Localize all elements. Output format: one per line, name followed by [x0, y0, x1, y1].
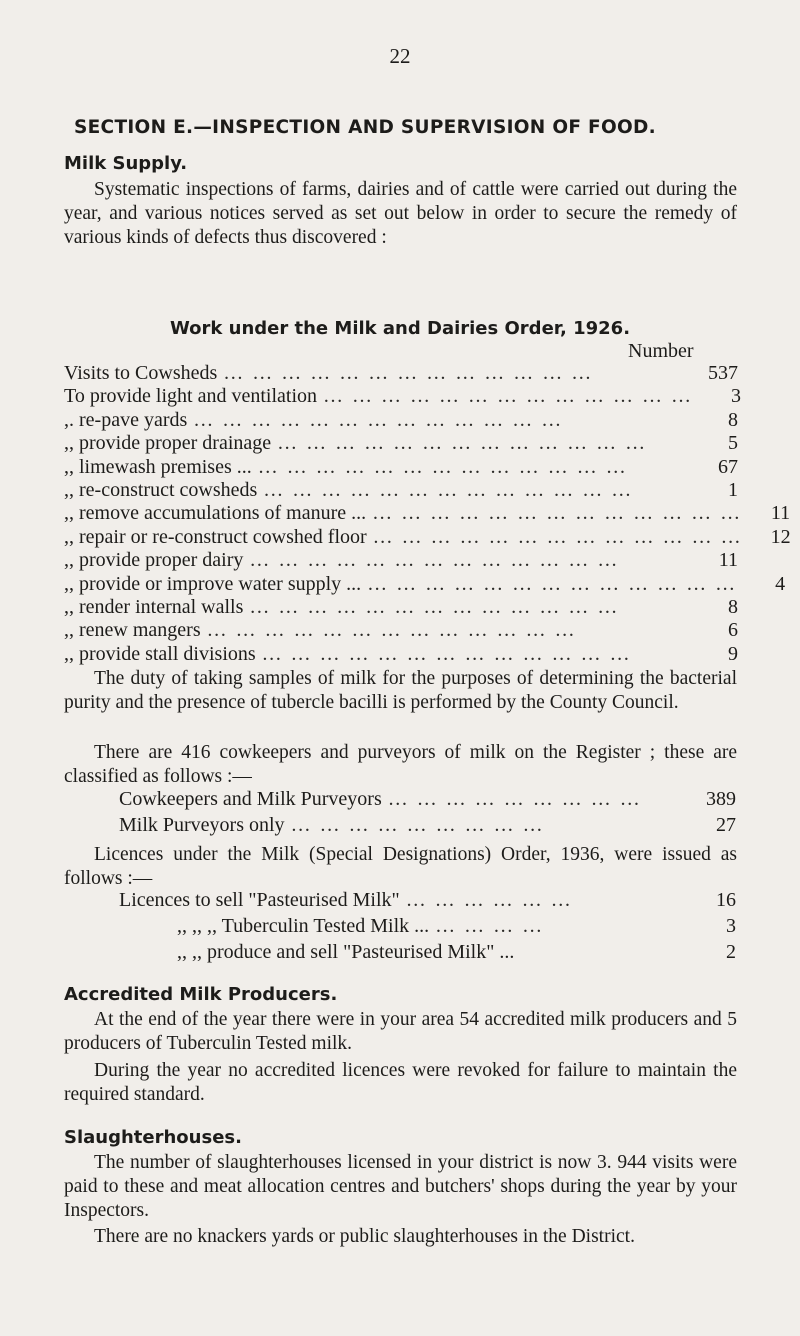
row-value: 2: [726, 941, 736, 963]
licences-table: [119, 887, 736, 965]
duty-paragraph: The duty of taking samples of milk for the purposes of determining the bacterial purity and the presence of tubercle bacilli is performed by the County Council.: [64, 668, 737, 713]
table-row: [119, 812, 736, 838]
table-row: [64, 502, 791, 525]
row-value: 9: [728, 642, 738, 665]
row-label: ,, provide proper dairy: [64, 549, 244, 572]
register-paragraph: There are 416 cowkeepers and purveyors of milk on the Register ; these are classified as follows :—: [64, 742, 737, 787]
row-value: 537: [708, 362, 738, 384]
leader-dots: … … … … … …: [405, 889, 573, 911]
row-label: ,, render internal walls: [64, 595, 244, 618]
table-row: [64, 385, 741, 408]
row-value: 3: [731, 385, 741, 408]
licences-paragraph: Licences under the Milk (Special Designations) Order, 1936, were issued as follows :—: [64, 844, 737, 889]
leader-dots: … … … … … … … … … … … … …: [249, 549, 620, 572]
leader-dots: … … … … … … … … … … … … …: [249, 595, 620, 618]
leader-dots: … … … … … … … … … … … … …: [206, 619, 577, 642]
slaughter-paragraph-1: The number of slaughterhouses licensed in your district is now 3. 944 visits were paid to these and meat allocation centres and butchers' shops during the year by your Inspectors.: [64, 1152, 737, 1221]
work-table: [64, 362, 791, 666]
row-label: ,, remove accumulations of manure ...: [64, 502, 367, 525]
table-row: [64, 456, 738, 479]
row-value: 3: [726, 915, 736, 937]
accredited-paragraph-1: At the end of the year there were in your area 54 accredited milk producers and 5 producers of Tuberculin Tested milk.: [64, 1009, 737, 1054]
leader-dots: … … … … … … … … … … … … …: [263, 478, 634, 501]
milk-supply-heading: Milk Supply.: [64, 153, 188, 174]
row-value: 1: [728, 478, 738, 501]
accredited-heading: Accredited Milk Producers.: [64, 984, 338, 1005]
row-value: 16: [716, 889, 736, 911]
row-label: ,, repair or re-construct cowshed floor: [64, 525, 367, 548]
slaughter-heading: Slaughterhouses.: [64, 1127, 242, 1148]
row-label: To provide light and ventilation: [64, 385, 317, 408]
row-label: Visits to Cowsheds: [64, 362, 218, 384]
row-label: ,, ,, ,, Tuberculin Tested Milk ...: [177, 915, 430, 937]
table-row: [64, 572, 786, 596]
row-value: 27: [716, 814, 736, 836]
leader-dots: … … … … … … … … …: [387, 788, 642, 810]
row-value: 5: [728, 432, 738, 455]
row-value: 12: [770, 525, 791, 548]
leader-dots: … … … … … … … … … … … … …: [372, 525, 743, 548]
number-column-header: Number: [628, 340, 694, 362]
table-title: Work under the Milk and Dairies Order, 1926.: [169, 318, 631, 339]
row-value: 8: [728, 408, 738, 431]
table-row: [119, 939, 736, 965]
table-row: [64, 409, 738, 432]
leader-dots: … … … … … … … … …: [290, 814, 545, 836]
row-label: ,, ,, produce and sell "Pasteurised Milk" ...: [177, 941, 515, 963]
table-row: [119, 786, 736, 812]
leader-dots: [514, 939, 688, 965]
leader-dots: … … … … … … … … … … … … …: [323, 385, 693, 408]
leader-dots: … … … … … … … … … … … … …: [372, 502, 743, 525]
leader-dots: … … … …: [435, 915, 545, 937]
row-label: Licences to sell "Pasteurised Milk": [119, 889, 400, 911]
leader-dots: … … … … … … … … … … … … …: [193, 408, 564, 431]
register-table: [119, 786, 736, 838]
table-row: [64, 525, 791, 549]
row-value: 4: [775, 572, 786, 595]
leader-dots: … … … … … … … … … … … … …: [257, 455, 628, 478]
row-label: ,, limewash premises ...: [64, 455, 252, 478]
row-value: 11: [770, 502, 791, 525]
milk-supply-intro: Systematic inspections of farms, dairies and of cattle were carried out during the year, and various notices served as set out below in order to secure the remedy of various kinds of defects thus discovered :: [64, 179, 737, 248]
leader-dots: … … … … … … … … … … … … …: [223, 362, 594, 384]
table-row: [119, 887, 736, 913]
table-row: [64, 549, 738, 572]
table-row: [64, 432, 738, 455]
row-label: ,, provide or improve water supply ...: [64, 572, 362, 595]
row-label: ,, provide stall divisions: [64, 642, 256, 665]
row-value: 11: [718, 549, 738, 572]
slaughter-paragraph-2: There are no knackers yards or public slaughterhouses in the District.: [94, 1226, 635, 1247]
row-value: 67: [718, 455, 738, 478]
row-label: Cowkeepers and Milk Purveyors: [119, 788, 382, 810]
table-row: [64, 362, 738, 385]
table-row: [64, 643, 738, 666]
leader-dots: … … … … … … … … … … … … …: [367, 572, 738, 595]
table-row: [64, 479, 738, 502]
row-value: 6: [728, 619, 738, 642]
section-title: SECTION E.—INSPECTION AND SUPERVISION OF FOOD.: [74, 117, 656, 138]
page-number: 22: [389, 44, 411, 68]
row-value: 8: [728, 595, 738, 618]
row-value: 389: [706, 788, 736, 810]
row-label: Milk Purveyors only: [119, 814, 285, 836]
row-label: ,, renew mangers: [64, 619, 201, 642]
table-row: [64, 619, 738, 642]
table-row: [119, 913, 736, 939]
row-label: ,. re-pave yards: [64, 408, 188, 431]
row-label: ,, re-construct cowsheds: [64, 478, 258, 501]
table-row: [64, 596, 738, 619]
row-label: ,, provide proper drainage: [64, 432, 272, 455]
leader-dots: … … … … … … … … … … … … …: [277, 432, 648, 455]
leader-dots: … … … … … … … … … … … … …: [261, 642, 632, 665]
accredited-paragraph-2: During the year no accredited licences were revoked for failure to maintain the required standard.: [64, 1060, 737, 1105]
